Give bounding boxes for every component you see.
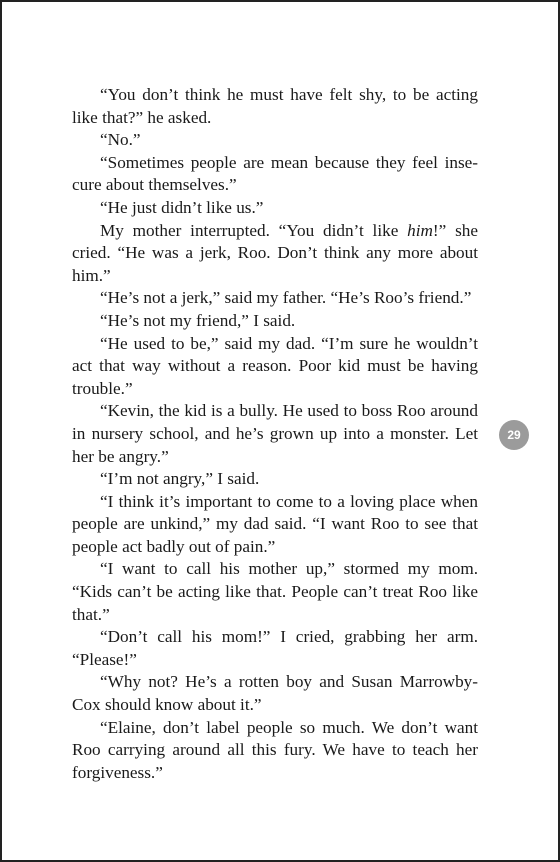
paragraph: “Kevin, the kid is a bully. He used to boss Roo around in nursery school, and he’s grown up into a monster. Let her be angry.” (72, 401, 478, 466)
paragraph: “He’s not my friend,” I said. (100, 310, 296, 330)
paragraph: “Why not? He’s a rotten boy and Susan Marrowby-Cox should know about it.” (72, 672, 478, 715)
emphasized-word: him (407, 220, 433, 240)
paragraph-text: My mother interrupted. “You didn’t like (100, 220, 408, 240)
paragraph: “You don’t think he must have felt shy, to be acting like that?” he asked. (72, 85, 478, 127)
paragraph: “I want to call his mother up,” stormed my mom. “Kids can’t be acting like that. People can’t treat Roo like that.” (72, 559, 478, 624)
paragraph: “Elaine, don’t label people so much. We don’t want Roo carrying around all this fury. We have to teach her forgiveness.” (72, 717, 478, 782)
paragraph: “No.” (100, 130, 141, 150)
paragraph (72, 220, 478, 288)
page-number-badge: 29 (499, 420, 529, 450)
paragraph: “He just didn’t like us.” (100, 197, 264, 217)
body-text (72, 84, 478, 784)
paragraph-text: !” she cried. “He was a jerk, Roo. Don’t think any more about him.” (72, 220, 478, 285)
paragraph: “Sometimes people are mean because they feel inse-cure about themselves.” (72, 152, 478, 195)
paragraph: “He used to be,” said my dad. “I’m sure he wouldn’t act that way without a reason. Poor kid must be having trouble.” (72, 333, 478, 398)
paragraph: “I think it’s important to come to a loving place when people are unkind,” my dad said. “I want Roo to see that people act badly out of pain.” (72, 491, 478, 556)
paragraph: “Don’t call his mom!” I cried, grabbing her arm. “Please!” (72, 627, 478, 669)
paragraph: “He’s not a jerk,” said my father. “He’s Roo’s friend.” (100, 288, 472, 308)
paragraph: “I’m not angry,” I said. (100, 469, 260, 489)
